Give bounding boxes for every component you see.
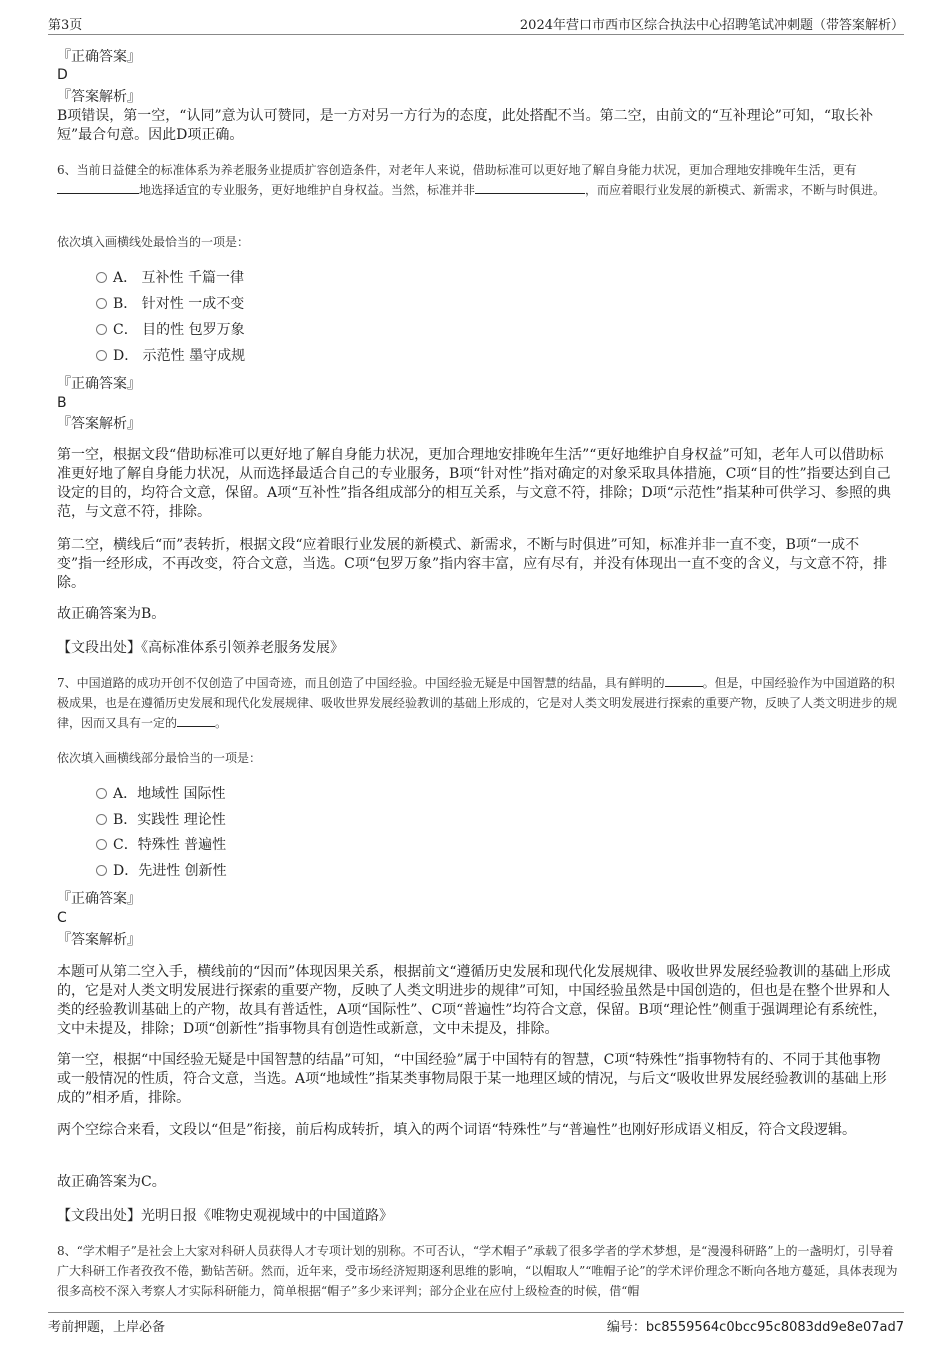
- q6-answer: B: [57, 395, 67, 411]
- q7-analysis-p1: 本题可从第二空入手，横线前的“因而”体现因果关系，根据前文“遵循历史发展和现代化发展规律、吸收世界发展经验教训的基础上形成的，它是对人类文明发展进行探索的重要产物，反映了人类文明进步的规律”可知，中国经验虽然是中国创造的，但也是在整个世界和人类的经验教训基础上的产物，故具有普适性，A项“国际性”、C项“普遍性”均符合文意，保留。B项“理论性”侧重于强调理论有系统性，文中未提及，排除；D项“创新性”指事物具有创造性或新意，文中未提及，排除。: [57, 964, 891, 1037]
- correct-answer-label: 『正确答案』: [57, 49, 141, 65]
- q5-answer: D: [57, 67, 68, 83]
- q6-analysis-p2: 第二空，横线后“而”表转折，根据文段“应着眼行业发展的新模式、新需求，不断与时俱进”可知，标准并非一直不变，B项“一成不变”指一经形成，不再改变，符合文意，当选。C项“包罗万象”指内容丰富，应有尽有，并没有体现出一直不变的含义，与文意不符，排除。: [57, 537, 888, 591]
- answer-blank: [57, 181, 139, 194]
- q7-option-c[interactable]: C．特殊性 普遍性: [96, 835, 226, 855]
- q7-option-a[interactable]: A．地域性 国际性: [96, 784, 226, 804]
- radio-icon[interactable]: [96, 788, 107, 799]
- q7-source: 【文段出处】光明日报《唯物史观视域中的中国道路》: [57, 1208, 393, 1224]
- q7-option-b[interactable]: B．实践性 理论性: [96, 810, 226, 830]
- correct-answer-label: 『正确答案』: [57, 891, 141, 907]
- radio-icon[interactable]: [96, 298, 107, 309]
- page-header: [48, 14, 904, 35]
- q7-answer: C: [57, 910, 67, 926]
- answer-blank: [665, 674, 703, 687]
- radio-icon[interactable]: [96, 814, 107, 825]
- q7-analysis-p2: 第一空，根据“中国经验无疑是中国智慧的结晶”可知，“中国经验”属于中国特有的智慧，C项“特殊性”指事物特有的、不同于其他事物或一般情况的性质，符合文意，当选。A项“地域性”指某类事物局限于某一地理区域的情况，与后文“吸收世界发展经验教训的基础上形成的”相矛盾，排除。: [57, 1052, 887, 1106]
- page-footer: [48, 1312, 904, 1335]
- radio-icon[interactable]: [96, 350, 107, 361]
- correct-answer-label: 『正确答案』: [57, 376, 141, 392]
- q6-conclusion: 故正确答案为B。: [57, 606, 166, 622]
- q6-prompt: 依次填入画横线处最恰当的一项是：: [57, 235, 250, 249]
- radio-icon[interactable]: [96, 839, 107, 850]
- answer-blank: [475, 181, 585, 194]
- q6-analysis-p1: 第一空，根据文段“借助标准可以更好地了解自身能力状况，更加合理地安排晚年生活”“更好地维护自身权益”可知，老年人可以借助标准更好地了解自身能力状况，从而选择最适合自己的专业服务，B项“针对性”指对确定的对象采取具体措施，C项“目的性”指要达到自己设定的目的，均符合文意，保留。A项“互补性”指各组成部分的相互关系，与文意不符，排除；D项“示范性”指某种可供学习、参照的典范，与文意不符，排除。: [57, 447, 891, 520]
- analysis-label: 『答案解析』: [57, 416, 141, 432]
- q6-option-b[interactable]: B． 针对性 一成不变: [96, 294, 244, 314]
- radio-icon[interactable]: [96, 324, 107, 335]
- q7-stem: 7、中国道路的成功开创不仅创造了中国奇迹，而且创造了中国经验。中国经验无疑是中国智慧的结晶，具有鲜明的 。但是，中国经验作为中国道路的积极成果，也是在遵循历史发展和现代化发展规律、吸收世界发展经验教训的基础上形成的，它是对人类文明发展进行探索的重要产物，反映了人类文明进步的规律，因而又具有一定的 。: [57, 676, 898, 730]
- radio-icon[interactable]: [96, 272, 107, 283]
- q7-prompt: 依次填入画横线部分最恰当的一项是：: [57, 751, 262, 765]
- answer-blank: [177, 714, 215, 727]
- page-number: 第3页: [48, 18, 83, 33]
- radio-icon[interactable]: [96, 865, 107, 876]
- footer-slogan: 考前押题，上岸必备: [48, 1320, 166, 1335]
- analysis-label: 『答案解析』: [57, 89, 141, 105]
- q7-analysis-p3: 两个空综合来看，文段以“但是”衔接，前后构成转折，填入的两个词语“特殊性”与“普遍性”也刚好形成语义相反，符合文段逻辑。: [57, 1122, 856, 1138]
- q7-option-d[interactable]: D．先进性 创新性: [96, 861, 227, 881]
- document-title: 2024年营口市西市区综合执法中心招聘笔试冲刺题（带答案解析）: [519, 18, 904, 33]
- q8-stem: 8、“学术帽子”是社会上大家对科研人员获得人才专项计划的别称。不可否认，“学术帽子”承载了很多学者的学术梦想，是“漫漫科研路”上的一盏明灯，引导着广大科研工作者孜孜不倦，勤钻苦研。然而，近年来，受市场经济短期逐利思维的影响，“以帽取人”“唯帽子论”的学术评价理念不断向各地方蔓延，具体表现为很多高校不深入考察人才实际科研能力，简单根据“帽子”多少来评判；部分企业在应付上级检查的时候，借“帽: [57, 1244, 898, 1298]
- q5-analysis: B项错误，第一空，“认同”意为认可赞同，是一方对另一方行为的态度，此处搭配不当。第二空，由前文的“互补理论”可知，“取长补短”最合句意。因此D项正确。: [57, 108, 874, 143]
- q6-option-a[interactable]: A． 互补性 千篇一律: [96, 268, 244, 288]
- document-code: 编号：bc8559564c0bcc95c8083dd9e8e07ad7: [606, 1320, 904, 1335]
- q6-option-c[interactable]: C． 目的性 包罗万象: [96, 320, 245, 340]
- q7-conclusion: 故正确答案为C。: [57, 1174, 166, 1190]
- q6-option-d[interactable]: D． 示范性 墨守成规: [96, 346, 245, 366]
- q6-stem: 6、当前日益健全的标准体系为养老服务业提质扩容创造条件，对老年人来说，借助标准可以更好地了解自身能力状况，更加合理地安排晚年生活，更有地选择适宜的专业服务，更好地维护自身权益。当然，标准并非 ，而应着眼行业发展的新模式、新需求，不断与时俱进。: [57, 163, 886, 197]
- analysis-label: 『答案解析』: [57, 932, 141, 948]
- q6-source: 【文段出处】《高标准体系引领养老服务发展》: [57, 640, 344, 656]
